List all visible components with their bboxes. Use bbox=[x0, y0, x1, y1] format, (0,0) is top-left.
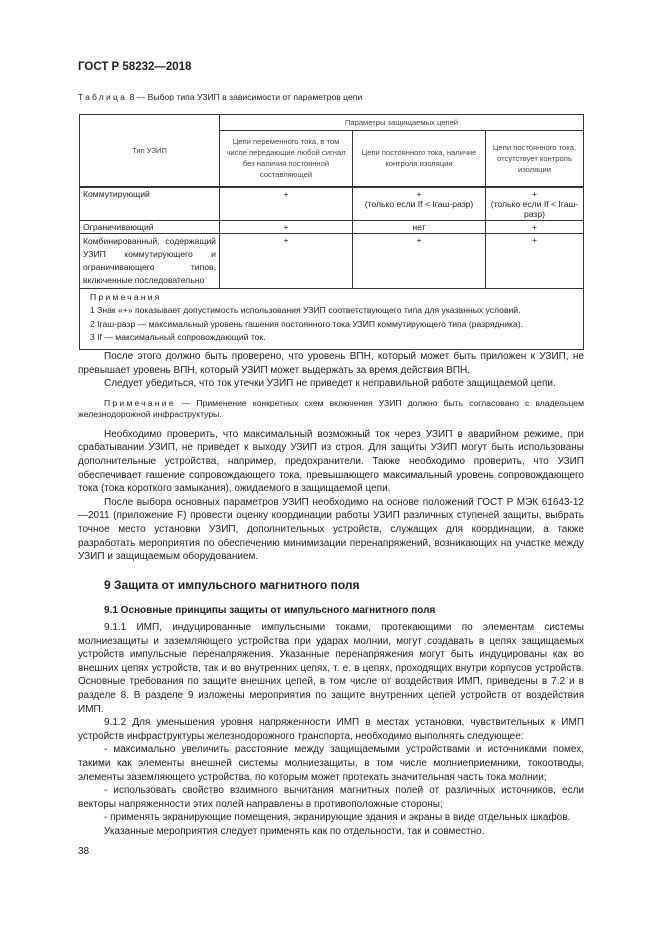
cell: + bbox=[486, 220, 584, 233]
list-item: - максимально увеличить расстояние между защищаемыми устройствами и источниками помех, такими как элементы внешней системы молниезащиты, в том числе молниеприемники, токоотводы, элементы заземляющего устройства, по которым может протекать значительная часть тока молнии; bbox=[78, 744, 584, 783]
note-item: 2 Iгаш-разр — максимальный уровень гашения постоянного тока УЗИП коммутирующего типа (разрядника). bbox=[90, 318, 524, 329]
note-item: 3 If — максимальный сопровождающий ток. bbox=[90, 332, 266, 342]
body-block-2 bbox=[78, 621, 584, 839]
paragraph: После выбора основных параметров УЗИП необходимо на основе положений ГОСТ Р МЭК 61643-12—2011 (приложение F) провести оценку координации работы УЗИП различных ступеней защиты, выбрать точное место установки УЗИП, дополнительных устройств, служащих для координации, а также разработать мероприятия по обеспечению минимизации перенапряжений, возникающих на участке между УЗИП и защищаемым оборудованием. bbox=[78, 496, 584, 563]
subsection-heading: 9.1 Основные принципы защиты от импульсного магнитного поля bbox=[104, 605, 436, 616]
cell: + bbox=[220, 233, 353, 288]
cell: + bbox=[220, 187, 353, 221]
table-row bbox=[80, 220, 584, 233]
paragraph: После этого должно быть проверено, что уровень ВПН, который может быть приложен к УЗИП, не превышает уровень ВПН, который УЗИП может выдержать за время действия ВПН. bbox=[78, 351, 584, 376]
table-row bbox=[80, 187, 584, 221]
cell bbox=[353, 187, 486, 221]
list-item: - использовать свойство взаимного вычитания магнитных полей от различных источников, если векторы напряженности этих полей направлены в противоположные стороны; bbox=[78, 785, 584, 810]
cell-condition: (только если If < Iгаш-разр) bbox=[490, 198, 579, 219]
cell: + bbox=[220, 220, 353, 233]
col-type-header: Тип УЗИП bbox=[80, 115, 220, 187]
cell: + bbox=[486, 233, 584, 288]
cell: + bbox=[353, 233, 486, 288]
notes-title: Примечания bbox=[90, 291, 162, 302]
table-caption bbox=[78, 92, 362, 102]
paragraph: 9.1.1 ИМП, индуцированные импульсными токами, протекающими по элементам системы молниезащиты и заземляющего устройства при ударах молнии, могут создавать в цепях защищаемых устройств импульсные перенапряжения. Указанные перенапряжения могут быть индуцированы как во внешних цепях устройств, так и во внутренних цепях, т. е. в цепях, проходящих внутри корпусов устройств. Основные требования по защите внешних цепей, в том числе от воздействия ИМП, приведены в 7.2 и в разделе 8. В разделе 9 изложены мероприятия по защите внутренних цепей устройств от воздействия ИМП. bbox=[78, 622, 584, 715]
group-header: Параметры защищаемых цепей bbox=[220, 115, 584, 131]
page-number: 38 bbox=[78, 846, 90, 857]
paragraph: 9.1.2 Для уменьшения уровня напряженности ИМП в местах установки, чувствительных к ИМП устройств инфраструктуры железнодорожного транспорта, необходимо выполнять следующее: bbox=[78, 717, 584, 742]
note-text: — Применение конкретных схем включения УЗИП должно быть согласовано с владельцем железнодорожной инфраструктуры. bbox=[78, 397, 584, 419]
table-row bbox=[80, 233, 584, 288]
cell: нет bbox=[353, 220, 486, 233]
paragraph: Указанные мероприятия следует применять как по отдельности, так и совместно. bbox=[104, 825, 485, 837]
section-heading: 9 Защита от импульсного магнитного поля bbox=[104, 578, 360, 592]
paragraph: Следует убедиться, что ток утечки УЗИП не приведет к неправильной работе защищаемой цепи. bbox=[104, 378, 556, 390]
note-label: Примечание bbox=[104, 397, 176, 408]
table-notes bbox=[80, 288, 584, 349]
row-type: Ограничивающий bbox=[80, 220, 220, 233]
cell-condition: (только если If < Iгаш-разр) bbox=[364, 198, 474, 209]
col-header: Цепи постоянного тока, наличие контроля изоляции bbox=[353, 131, 486, 187]
body-block-1 bbox=[78, 350, 584, 564]
caption-label: Таблица bbox=[78, 92, 128, 102]
paragraph: Необходимо проверить, что максимальный возможный ток через УЗИП в аварийном режиме, при срабатывании УЗИП, не приведет к выходу УЗИП из строя. Для защиты УЗИП могут быть использованы дополнительные устройства, например, предохранители. Также необходимо проверить, что УЗИП обеспечивает гашение сопровождающего тока, превышающего максимальный уровень сопровождающего тока (тока короткого замыкания), ожидаемого в защищаемой цепи. bbox=[78, 428, 584, 495]
col-header: Цепи постоянного тока, отсутствует контроль изоляции bbox=[486, 131, 584, 187]
cell-value: + bbox=[416, 188, 422, 199]
cell-value: + bbox=[531, 188, 538, 199]
col-header: Цепи переменного тока, в том числе передающие любой сигнал без наличия постоянной составляющей bbox=[220, 131, 353, 187]
cell bbox=[486, 187, 584, 221]
caption-text: 8 — Выбор типа УЗИП в зависимости от параметров цепи bbox=[129, 92, 363, 102]
list-item: - применять экранирующие помещения, экранирующие здания и экраны в виде отдельных шкафов. bbox=[104, 812, 571, 824]
row-type: Коммутирующий bbox=[80, 187, 220, 221]
row-type: Комбинированный, содержащий УЗИП коммутирующего и ограничивающего типов, включенные последовательно bbox=[80, 233, 220, 288]
note-paragraph bbox=[78, 398, 584, 420]
note-item: 1 Знак «+» показывает допустимость использования УЗИП соответствующего типа для указанных условий. bbox=[90, 305, 521, 315]
uzip-table bbox=[79, 114, 584, 350]
document-header: ГОСТ Р 58232—2018 bbox=[78, 61, 192, 73]
